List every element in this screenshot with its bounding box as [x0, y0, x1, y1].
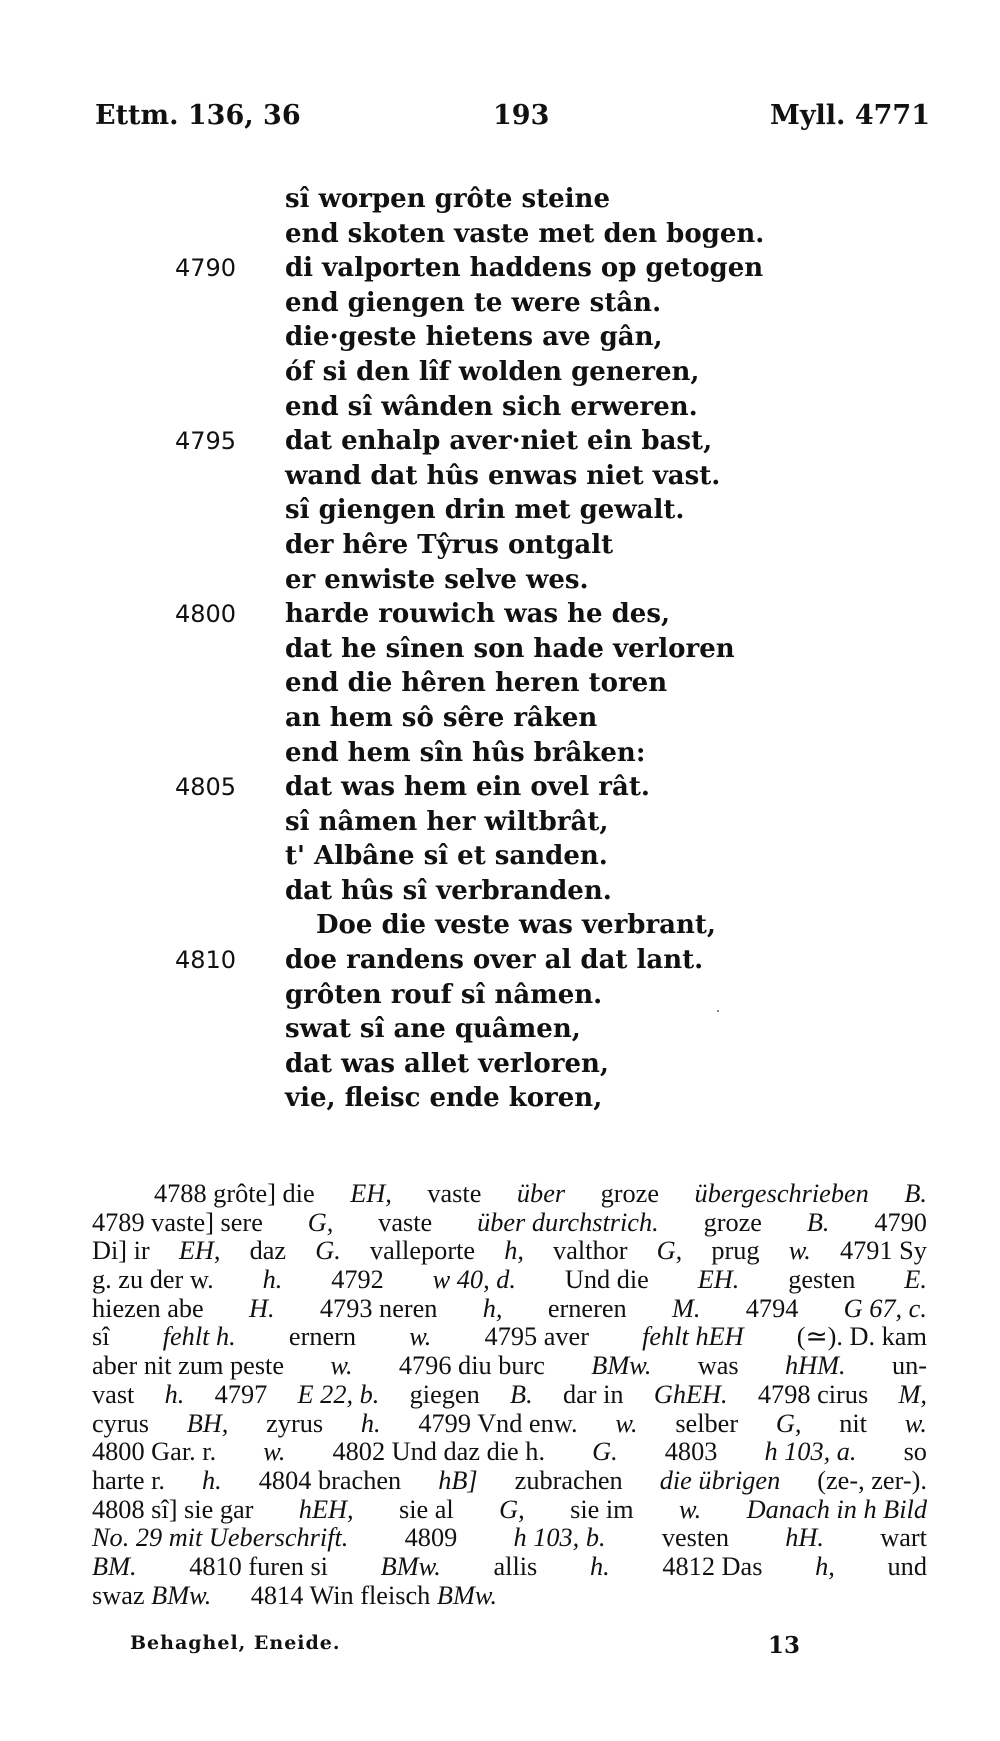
- note-siglum: hH.: [785, 1523, 824, 1553]
- note-text: groze: [703, 1207, 762, 1237]
- note-text: dar in: [562, 1379, 624, 1409]
- note-siglum: GhEH.: [653, 1379, 728, 1409]
- note-siglum: EH.: [697, 1265, 740, 1295]
- line-number: 4795: [175, 427, 237, 456]
- note-text: daz: [249, 1236, 287, 1266]
- note-text: allis: [493, 1551, 538, 1581]
- note-siglum: w.: [263, 1437, 286, 1467]
- verse-line: [0, 666, 1000, 701]
- note-siglum: h 103, a.: [764, 1437, 857, 1467]
- note-text: 4794: [745, 1293, 799, 1323]
- note-text: 4789 vaste] sere: [92, 1207, 263, 1237]
- verse: end skoten vaste met den bogen.: [285, 218, 765, 249]
- verse-line: [0, 978, 1000, 1013]
- note-comment: übergeschrieben: [694, 1179, 869, 1208]
- note-siglum: G,: [656, 1236, 683, 1266]
- note-siglum: G.: [315, 1236, 341, 1266]
- note-siglum: G,: [307, 1207, 334, 1237]
- note-text: cyrus: [92, 1408, 149, 1438]
- note-siglum: h,: [815, 1551, 835, 1581]
- verse: sî worpen grôte steine: [285, 184, 610, 214]
- note-text: ernern: [288, 1322, 357, 1352]
- verse-line: [0, 943, 1000, 978]
- note-siglum: BMw.: [591, 1351, 652, 1381]
- note-text: selber: [675, 1408, 739, 1438]
- note-text: vaste: [378, 1207, 433, 1237]
- apparatus-line: [92, 1352, 927, 1381]
- apparatus-line: [92, 1180, 927, 1209]
- note-siglum: w.: [409, 1322, 432, 1352]
- note-siglum: B.: [904, 1179, 927, 1208]
- verse: wand dat hûs enwas niet vast.: [285, 460, 721, 491]
- apparatus-line: [92, 1295, 927, 1324]
- note-text: g. zu der w.: [92, 1265, 214, 1295]
- verse: dat he sînen son hade verloren: [285, 633, 735, 664]
- verse-line: [0, 493, 1000, 528]
- note-text: 4800 Gar. r.: [92, 1437, 217, 1467]
- note-comment: Danach in h Bild: [746, 1494, 927, 1524]
- note-siglum: B.: [806, 1207, 830, 1237]
- note-text: Di] ir: [92, 1236, 150, 1266]
- apparatus-line: [92, 1496, 927, 1525]
- apparatus-line: [92, 1266, 927, 1295]
- note-text: sî: [92, 1322, 110, 1352]
- note-text: 4810 furen si: [189, 1551, 328, 1581]
- apparatus-line: [92, 1553, 927, 1582]
- verse-line: [0, 908, 1000, 943]
- verse: dat hûs sî verbranden.: [285, 875, 612, 906]
- note-siglum: h.: [589, 1551, 610, 1581]
- note-siglum: h.: [164, 1379, 185, 1409]
- verse-line: [0, 805, 1000, 840]
- line-number: 4790: [175, 254, 237, 283]
- verse-line: [0, 597, 1000, 632]
- note-siglum: M,: [898, 1379, 927, 1409]
- note-siglum: h.: [202, 1465, 222, 1495]
- note-text: wart: [880, 1523, 927, 1553]
- note-siglum: EH,: [178, 1236, 221, 1266]
- note-text: zubrachen: [514, 1465, 623, 1495]
- note-comment: No. 29 mit Ueberschrift.: [92, 1523, 349, 1553]
- apparatus-line: [92, 1524, 927, 1553]
- note-siglum: G.: [592, 1437, 618, 1467]
- note-text: 4814 Win fleisch: [250, 1580, 431, 1610]
- verse-line: [0, 424, 1000, 459]
- verse: dat was allet verloren,: [285, 1048, 609, 1079]
- line-number: 4805: [175, 773, 237, 802]
- note-comment: die übrigen: [659, 1465, 781, 1495]
- note-text: sie im: [570, 1494, 634, 1524]
- note-text: 4803: [664, 1437, 718, 1467]
- note-text: swaz: [92, 1580, 145, 1610]
- verse: grôten rouf sî nâmen.: [285, 979, 603, 1010]
- note-siglum: w.: [788, 1236, 811, 1266]
- note-text: 4791 Sy: [840, 1236, 927, 1266]
- critical-apparatus: [92, 1180, 927, 1610]
- note-text: 4796 diu burc: [398, 1351, 545, 1381]
- note-siglum: G,: [499, 1494, 525, 1524]
- note-siglum: hHM.: [784, 1351, 846, 1381]
- note-siglum: BMw.: [151, 1580, 212, 1610]
- note-text: 4792: [331, 1265, 384, 1295]
- note-text: 4812 Das: [662, 1551, 763, 1581]
- note-siglum: BMw.: [436, 1580, 498, 1610]
- note-siglum: BH,: [186, 1408, 229, 1438]
- note-siglum: G,: [775, 1408, 802, 1438]
- note-siglum: w.: [615, 1408, 638, 1438]
- note-siglum: h 103, b.: [513, 1523, 606, 1553]
- note-text: vast: [92, 1379, 135, 1409]
- note-comment: fehlt h.: [162, 1322, 236, 1352]
- note-text: 4809: [404, 1523, 458, 1553]
- note-text: und: [887, 1551, 927, 1581]
- note-siglum: w.: [904, 1408, 927, 1438]
- note-text: valleporte: [369, 1236, 476, 1266]
- signature-number: 13: [768, 1632, 801, 1659]
- note-comment: über durchstrich.: [477, 1207, 659, 1237]
- note-siglum: h,: [482, 1293, 503, 1323]
- note-text: so: [903, 1437, 927, 1467]
- running-header: [95, 100, 930, 140]
- note-siglum: M.: [671, 1293, 701, 1323]
- note-siglum: hB]: [438, 1465, 478, 1495]
- note-siglum: BM.: [92, 1551, 137, 1581]
- verse: di valporten haddens op getogen: [285, 253, 764, 284]
- verse-line: [0, 563, 1000, 598]
- note-text: 4790: [874, 1207, 927, 1237]
- verse: die·geste hietens ave gân,: [285, 322, 663, 353]
- verse: t' Albâne sî et sanden.: [285, 841, 608, 872]
- note-text: 4808 sî] sie gar: [92, 1494, 254, 1524]
- note-siglum: G 67, c.: [843, 1293, 927, 1323]
- note-text: vesten: [661, 1523, 730, 1553]
- verse: dat enhalp aver·niet ein bast,: [285, 426, 713, 457]
- verse-line: [0, 217, 1000, 252]
- note-text: prug: [711, 1236, 760, 1266]
- note-siglum: B.: [510, 1379, 533, 1409]
- note-siglum: h.: [262, 1265, 283, 1295]
- verse-line: [0, 355, 1000, 390]
- verse-text: [0, 182, 1000, 1116]
- note-text: valthor: [553, 1236, 628, 1266]
- header-right-reference: Myll. 4771: [769, 100, 930, 131]
- note-siglum: h.: [360, 1408, 381, 1438]
- note-text: 4804 brachen: [258, 1465, 402, 1495]
- note-siglum: H.: [249, 1293, 275, 1323]
- verse-line: [0, 459, 1000, 494]
- header-left-reference: Ettm. 136, 36: [95, 100, 301, 131]
- note-text: hiezen abe: [92, 1293, 204, 1323]
- verse-line: [0, 874, 1000, 909]
- verse: swat sî ane quâmen,: [285, 1014, 581, 1045]
- verse-line: [0, 1012, 1000, 1047]
- verse-line: [0, 1081, 1000, 1116]
- line-number: 4810: [175, 946, 237, 975]
- note-text: harte r.: [92, 1465, 166, 1495]
- verse-line: [0, 632, 1000, 667]
- verse: end hem sîn hûs brâken:: [285, 737, 646, 768]
- note-text: 4798 cirus: [757, 1379, 869, 1409]
- verse-line: [0, 1047, 1000, 1082]
- note-siglum: EH,: [350, 1179, 392, 1208]
- line-number: 4800: [175, 600, 237, 629]
- verse: Doe die veste was verbrant,: [316, 910, 716, 941]
- verse-line: [0, 182, 1000, 217]
- verse: end giengen te were stân.: [285, 287, 662, 318]
- verse: dat was hem ein ovel rât.: [285, 772, 650, 803]
- note-text: erneren: [547, 1293, 627, 1323]
- verse: harde rouwich was he des,: [285, 599, 671, 630]
- note-text: Und die: [564, 1265, 649, 1295]
- print-speck: [717, 1010, 719, 1012]
- verse-line: [0, 701, 1000, 736]
- note-text: vaste: [427, 1179, 482, 1208]
- note-text: 4802 Und daz die h.: [332, 1437, 546, 1467]
- apparatus-line: [92, 1323, 927, 1352]
- verse-line: [0, 320, 1000, 355]
- page-footer: [92, 1632, 927, 1666]
- apparatus-line: [92, 1237, 927, 1266]
- apparatus-line: [92, 1582, 927, 1611]
- note-text: 4793 neren: [319, 1293, 438, 1323]
- verse-line: [0, 528, 1000, 563]
- note-text: was: [697, 1351, 739, 1381]
- note-text: 4799 Vnd enw.: [418, 1408, 578, 1438]
- apparatus-line: [92, 1209, 927, 1238]
- note-siglum: w 40, d.: [432, 1265, 516, 1295]
- note-text: groze: [600, 1179, 660, 1208]
- signature-mark: Behaghel, Eneide.: [130, 1632, 341, 1654]
- verse-line: [0, 770, 1000, 805]
- verse: an hem sô sêre râken: [285, 702, 598, 733]
- note-text: gesten: [788, 1265, 856, 1295]
- verse: sî giengen drin met gewalt.: [285, 495, 685, 526]
- note-siglum: E 22, b.: [297, 1379, 380, 1409]
- verse-line: [0, 251, 1000, 286]
- note-text: 4788 grôte] die: [154, 1179, 315, 1208]
- apparatus-line: [92, 1410, 927, 1439]
- verse-line: [0, 286, 1000, 321]
- verse: end die hêren heren toren: [285, 668, 668, 699]
- note-siglum: w.: [330, 1351, 353, 1381]
- note-text: un-: [891, 1351, 927, 1381]
- note-text: 4795 aver: [484, 1322, 589, 1352]
- page-number: 193: [493, 100, 550, 131]
- verse: sî nâmen her wiltbrât,: [285, 806, 609, 837]
- note-text: (ze-, zer-).: [817, 1465, 927, 1495]
- verse: óf si den lîf wolden generen,: [285, 356, 700, 387]
- verse-line: [0, 390, 1000, 425]
- note-siglum: h,: [504, 1236, 524, 1266]
- verse-line: [0, 736, 1000, 771]
- note-comment: fehlt hEH: [642, 1322, 744, 1352]
- note-siglum: E.: [904, 1265, 927, 1295]
- verse: der hêre Tŷrus ontgalt: [285, 529, 614, 560]
- note-text: giegen: [409, 1379, 480, 1409]
- apparatus-line: [92, 1467, 927, 1496]
- verse-line: [0, 839, 1000, 874]
- verse: doe randens over al dat lant.: [285, 945, 704, 976]
- note-text: sie al: [398, 1494, 454, 1524]
- note-text: aber nit zum peste: [92, 1351, 285, 1381]
- note-text: zyrus: [266, 1408, 324, 1438]
- verse: vie, fleisc ende koren,: [285, 1083, 603, 1114]
- note-text: (≃). D. kam: [796, 1322, 927, 1352]
- note-siglum: BMw.: [380, 1551, 441, 1581]
- note-comment: über: [516, 1179, 566, 1208]
- verse: er enwiste selve wes.: [285, 564, 589, 595]
- verse: end sî wânden sich erweren.: [285, 391, 698, 422]
- note-siglum: hEH,: [298, 1494, 354, 1524]
- note-text: 4797: [214, 1379, 268, 1409]
- note-siglum: w.: [679, 1494, 702, 1524]
- note-text: nit: [839, 1408, 867, 1438]
- apparatus-line: [92, 1381, 927, 1410]
- apparatus-line: [92, 1438, 927, 1467]
